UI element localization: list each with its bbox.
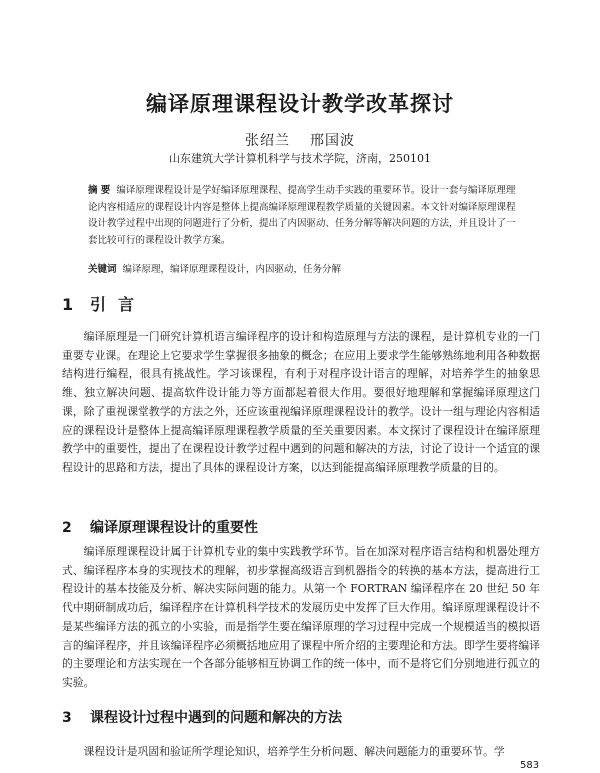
author-list — [0, 130, 600, 150]
section-paragraph: 编译原理课程设计属于计算机专业的集中实践教学环节。旨在加深对程序语言结构和机器处理方式、编译程序本身的实现技术的理解，初步掌握高级语言到机器指令的转换的基本方法，提高进行工程设计的基本技能及分析、解决实际问题的能力。从第一个 FORTRAN 编译程序在 20 世纪 50 年代中期研制成功后，编译程序在计算机科学技术的发展历史中发挥了巨大作用。编译原理课程设计不是某些编译方法的孤立的小实验，而是指学生要在编译原理的学习过程中完成一个规模适当的模拟语言的编译程序，并且该编译程序必须概括地应用了课程中所介绍的主要理论和方法。即学生要将编译的主要理论和方法实现在一个各部分能够相互协调工作的统一体中，而不是将它们分别地进行孤立的实验。 — [62, 545, 540, 689]
keywords-text: 编译原理，编译原理课程设计，内因驱动，任务分解 — [122, 264, 342, 275]
section-heading — [62, 517, 258, 537]
section-title: 引言 — [90, 295, 147, 314]
section-title: 编译原理课程设计的重要性 — [90, 520, 258, 536]
affiliation: 山东建筑大学计算机科学与技术学院，济南，250101 — [169, 152, 431, 165]
section-heading — [62, 292, 146, 315]
section-paragraph: 编译原理是一门研究计算机语言编译程序的设计和构造原理与方法的课程，是计算机专业的一门重要专业课。在理论上它要求学生掌握很多抽象的概念；在应用上要求学生能够熟练地利用各种数据结构进行编程，很具有挑战性。学习该课程，有利于对程序设计语言的理解，对培养学生的抽象思维、独立解决问题、提高软件设计能力等方面都起着很大作用。要很好地理解和掌握编译原理这门课，除了重视课堂教学的方法之外，还应该重视编译原理课程设计的教学。设计一组与理论内容相适应的课程设计是整体上提高编译原理课程教学质量的至关重要因素。本文探讨了课程设计在编译原理教学中的重要性，提出了在课程设计教学过程中遇到的问题和解决的方法，讨论了设计一个适宜的课程设计的思路和方法，提出了具体的课程设计方案，以达到能提高编译原理教学质量的目的。 — [62, 330, 540, 474]
author-name: 邢国波 — [310, 133, 355, 149]
section-number: 3 — [62, 710, 72, 726]
keywords — [88, 262, 518, 278]
page-number: 583 — [520, 760, 540, 771]
abstract-label: 摘 要 — [88, 185, 111, 196]
paper-title: 编译原理课程设计教学改革探讨 — [146, 92, 454, 116]
section-number: 1 — [62, 295, 74, 314]
section-heading — [62, 707, 342, 727]
section-title: 课程设计过程中遇到的问题和解决的方法 — [90, 710, 342, 726]
abstract — [88, 183, 518, 249]
keywords-label: 关键词 — [88, 264, 117, 275]
section-number: 2 — [62, 520, 72, 536]
author-name: 张绍兰 — [245, 133, 290, 149]
section-paragraph: 课程设计是巩固和验证所学理论知识，培养学生分析问题、解决问题能力的重要环节。学 — [83, 745, 505, 758]
abstract-text: 编译原理课程设计是学好编译原理课程、提高学生动手实践的重要环节。设计一套与编译原理理论内容相适应的课程设计内容是整体上提高编译原理课程教学质量的关键因素。本文针对编译原理课程设计教学过程中出现的问题进行了分析，提出了内因驱动、任务分解等解决问题的方法，并且设计了一套比较可行的课程设计教学方案。 — [88, 185, 516, 246]
